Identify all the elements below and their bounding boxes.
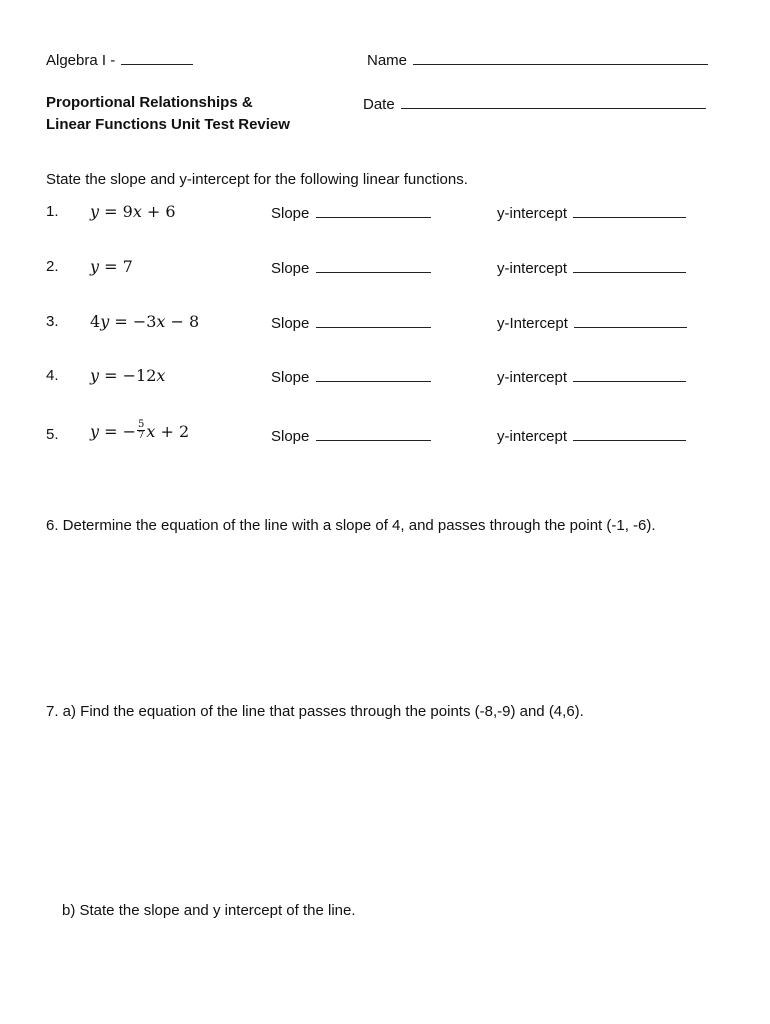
intercept-label: y-Intercept bbox=[497, 315, 568, 332]
slope-blank-2[interactable] bbox=[316, 258, 431, 273]
slope-field-4 bbox=[271, 367, 431, 386]
intercept-blank-3[interactable] bbox=[574, 313, 687, 328]
problem-number: 1. bbox=[46, 203, 59, 220]
problem-number: 2. bbox=[46, 258, 59, 275]
equation-4: y = −12x bbox=[90, 366, 166, 385]
slope-label: Slope bbox=[271, 369, 310, 386]
course-label-text: Algebra I - bbox=[46, 52, 116, 69]
intercept-blank-2[interactable] bbox=[573, 258, 686, 273]
intercept-label: y-intercept bbox=[497, 369, 568, 386]
slope-field-2 bbox=[271, 258, 431, 277]
equation-2: y = 7 bbox=[90, 257, 133, 276]
slope-field-3 bbox=[271, 313, 431, 332]
slope-field-5 bbox=[271, 426, 431, 445]
date-blank[interactable] bbox=[401, 94, 706, 109]
intercept-blank-4[interactable] bbox=[573, 367, 686, 382]
date-field bbox=[363, 94, 706, 113]
slope-label: Slope bbox=[271, 428, 310, 445]
course-label bbox=[46, 50, 193, 69]
slope-blank-5[interactable] bbox=[316, 426, 431, 441]
slope-label: Slope bbox=[271, 205, 310, 222]
problem-number: 5. bbox=[46, 426, 59, 443]
intercept-label: y-intercept bbox=[497, 260, 568, 277]
date-label: Date bbox=[363, 96, 395, 113]
slope-field-1 bbox=[271, 203, 431, 222]
unit-title-line2: Linear Functions Unit Test Review bbox=[46, 116, 290, 133]
intercept-label: y-intercept bbox=[497, 428, 568, 445]
slope-blank-4[interactable] bbox=[316, 367, 431, 382]
equation-3: 4y = −3x − 8 bbox=[90, 312, 200, 331]
name-blank[interactable] bbox=[413, 50, 708, 65]
intercept-field-2 bbox=[497, 258, 686, 277]
name-label: Name bbox=[367, 52, 408, 69]
problem-number: 3. bbox=[46, 313, 59, 330]
question-7a: 7. a) Find the equation of the line that passes through the points (-8,-9) and (4,6). bbox=[46, 703, 584, 720]
intercept-field-4 bbox=[497, 367, 686, 386]
intercept-field-3 bbox=[497, 313, 687, 332]
slope-label: Slope bbox=[271, 260, 310, 277]
unit-title-line1: Proportional Relationships & bbox=[46, 94, 253, 111]
equation-5: y = − $\frac{5}{7}$ x + 2 bbox=[90, 419, 190, 441]
intercept-label: y-intercept bbox=[497, 205, 568, 222]
course-blank[interactable] bbox=[121, 50, 193, 65]
problem-number: 4. bbox=[46, 367, 59, 384]
question-7b: b) State the slope and y intercept of the line. bbox=[62, 902, 356, 919]
fraction: $\frac{5}{7}$ bbox=[138, 419, 145, 441]
intercept-blank-1[interactable] bbox=[573, 203, 686, 218]
name-field bbox=[367, 50, 708, 69]
slope-blank-3[interactable] bbox=[316, 313, 431, 328]
question-6: 6. Determine the equation of the line with a slope of 4, and passes through the point (-1, -6). bbox=[46, 517, 656, 534]
section1-instruction: State the slope and y-intercept for the following linear functions. bbox=[46, 171, 468, 188]
intercept-blank-5[interactable] bbox=[573, 426, 686, 441]
slope-blank-1[interactable] bbox=[316, 203, 431, 218]
slope-label: Slope bbox=[271, 315, 310, 332]
intercept-field-1 bbox=[497, 203, 686, 222]
intercept-field-5 bbox=[497, 426, 686, 445]
equation-1: y = 9x + 6 bbox=[90, 202, 176, 221]
